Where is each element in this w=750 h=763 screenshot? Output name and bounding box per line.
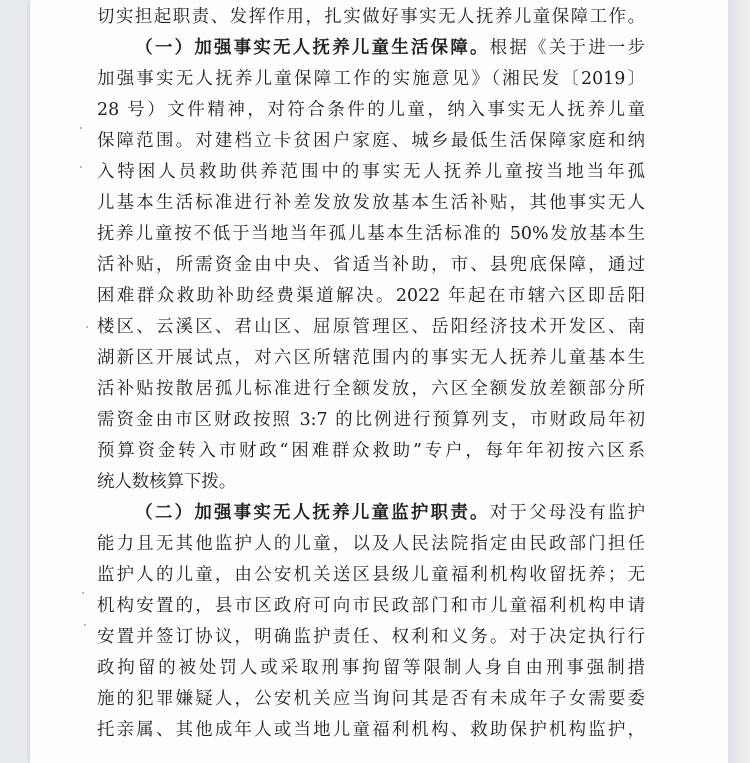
scan-speck bbox=[86, 326, 88, 328]
text-line: 困难群众救助补助经费渠道解决。2022 年起在市辖六区即岳阳 bbox=[97, 286, 645, 306]
text-line: 对于父母没有监护 bbox=[489, 503, 645, 523]
text-line: 统人数核算下拨。 bbox=[97, 472, 237, 492]
text-line: 能力且无其他监护人的儿童，以及人民法院指定由民政部门担任 bbox=[97, 534, 645, 554]
document-body bbox=[97, 2, 645, 746]
section-heading-1: （一）加强事实无人抚养儿童生活保障。 bbox=[135, 38, 490, 58]
scan-speck bbox=[84, 624, 86, 626]
text-line: 机构安置的，县市区政府可向市民政部门和市儿童福利机构申请 bbox=[97, 596, 645, 616]
text-line: 入特困人员救助供养范围中的事实无人抚养儿童按当地当年孤 bbox=[97, 162, 645, 182]
text-line: 儿基本生活标准进行补差发放发放基本生活补贴，其他事实无人 bbox=[97, 193, 645, 213]
text-line: 28 号）文件精神，对符合条件的儿童，纳入事实无人抚养儿童 bbox=[97, 100, 645, 120]
text-line: 保障范围。对建档立卡贫困户家庭、城乡最低生活保障家庭和纳 bbox=[97, 131, 645, 151]
page-edge bbox=[728, 0, 750, 763]
text-line: 湖新区开展试点，对六区所辖范围内的事实无人抚养儿童基本生 bbox=[97, 348, 645, 368]
text-line: 楼区、云溪区、君山区、屈原管理区、岳阳经济技术开发区、南 bbox=[97, 317, 645, 337]
text-line: 加强事实无人抚养儿童保障工作的实施意见》（湘民发〔2019〕 bbox=[97, 69, 645, 89]
text-line: 施的犯罪嫌疑人，公安机关应当询问其是否有未成年子女需要委 bbox=[97, 689, 645, 709]
text-line: 根据《关于进一步 bbox=[489, 38, 645, 58]
text-line: 政拘留的被处罚人或采取刑事拘留等限制人身自由刑事强制措 bbox=[97, 658, 645, 678]
text-line: 需资金由市区财政按照 3:7 的比例进行预算列支，市财政局年初 bbox=[97, 410, 645, 430]
paragraph-1-first-line bbox=[97, 33, 645, 64]
text-line: 监护人的儿童，由公安机关送区县级儿童福利机构收留抚养；无 bbox=[97, 565, 645, 585]
text-line: 切实担起职责、发挥作用，扎实做好事实无人抚养儿童保障工作。 bbox=[97, 7, 645, 27]
text-line: 安置并签订协议，明确监护责任、权利和义务。对于决定执行行 bbox=[97, 627, 645, 647]
text-line: 活补贴按散居孤儿标准进行全额发放，六区全额发放差额部分所 bbox=[97, 379, 645, 399]
text-line: 预算资金转入市财政“困难群众救助”专户，每年年初按六区系 bbox=[97, 441, 645, 461]
scan-speck bbox=[80, 127, 82, 129]
text-line: 抚养儿童按不低于当地当年孤儿基本生活标准的 50%发放基本生 bbox=[97, 224, 645, 244]
text-line: 活补贴，所需资金由中央、省适当补助，市、县兜底保障，通过 bbox=[97, 255, 645, 275]
scan-speck bbox=[80, 166, 82, 168]
section-heading-2: （二）加强事实无人抚养儿童监护职责。 bbox=[135, 503, 490, 523]
scan-speck bbox=[82, 592, 84, 594]
text-line: 托亲属、其他成年人或当地儿童福利机构、救助保护机构监护， bbox=[97, 720, 645, 740]
paragraph-2-first-line bbox=[97, 498, 645, 529]
